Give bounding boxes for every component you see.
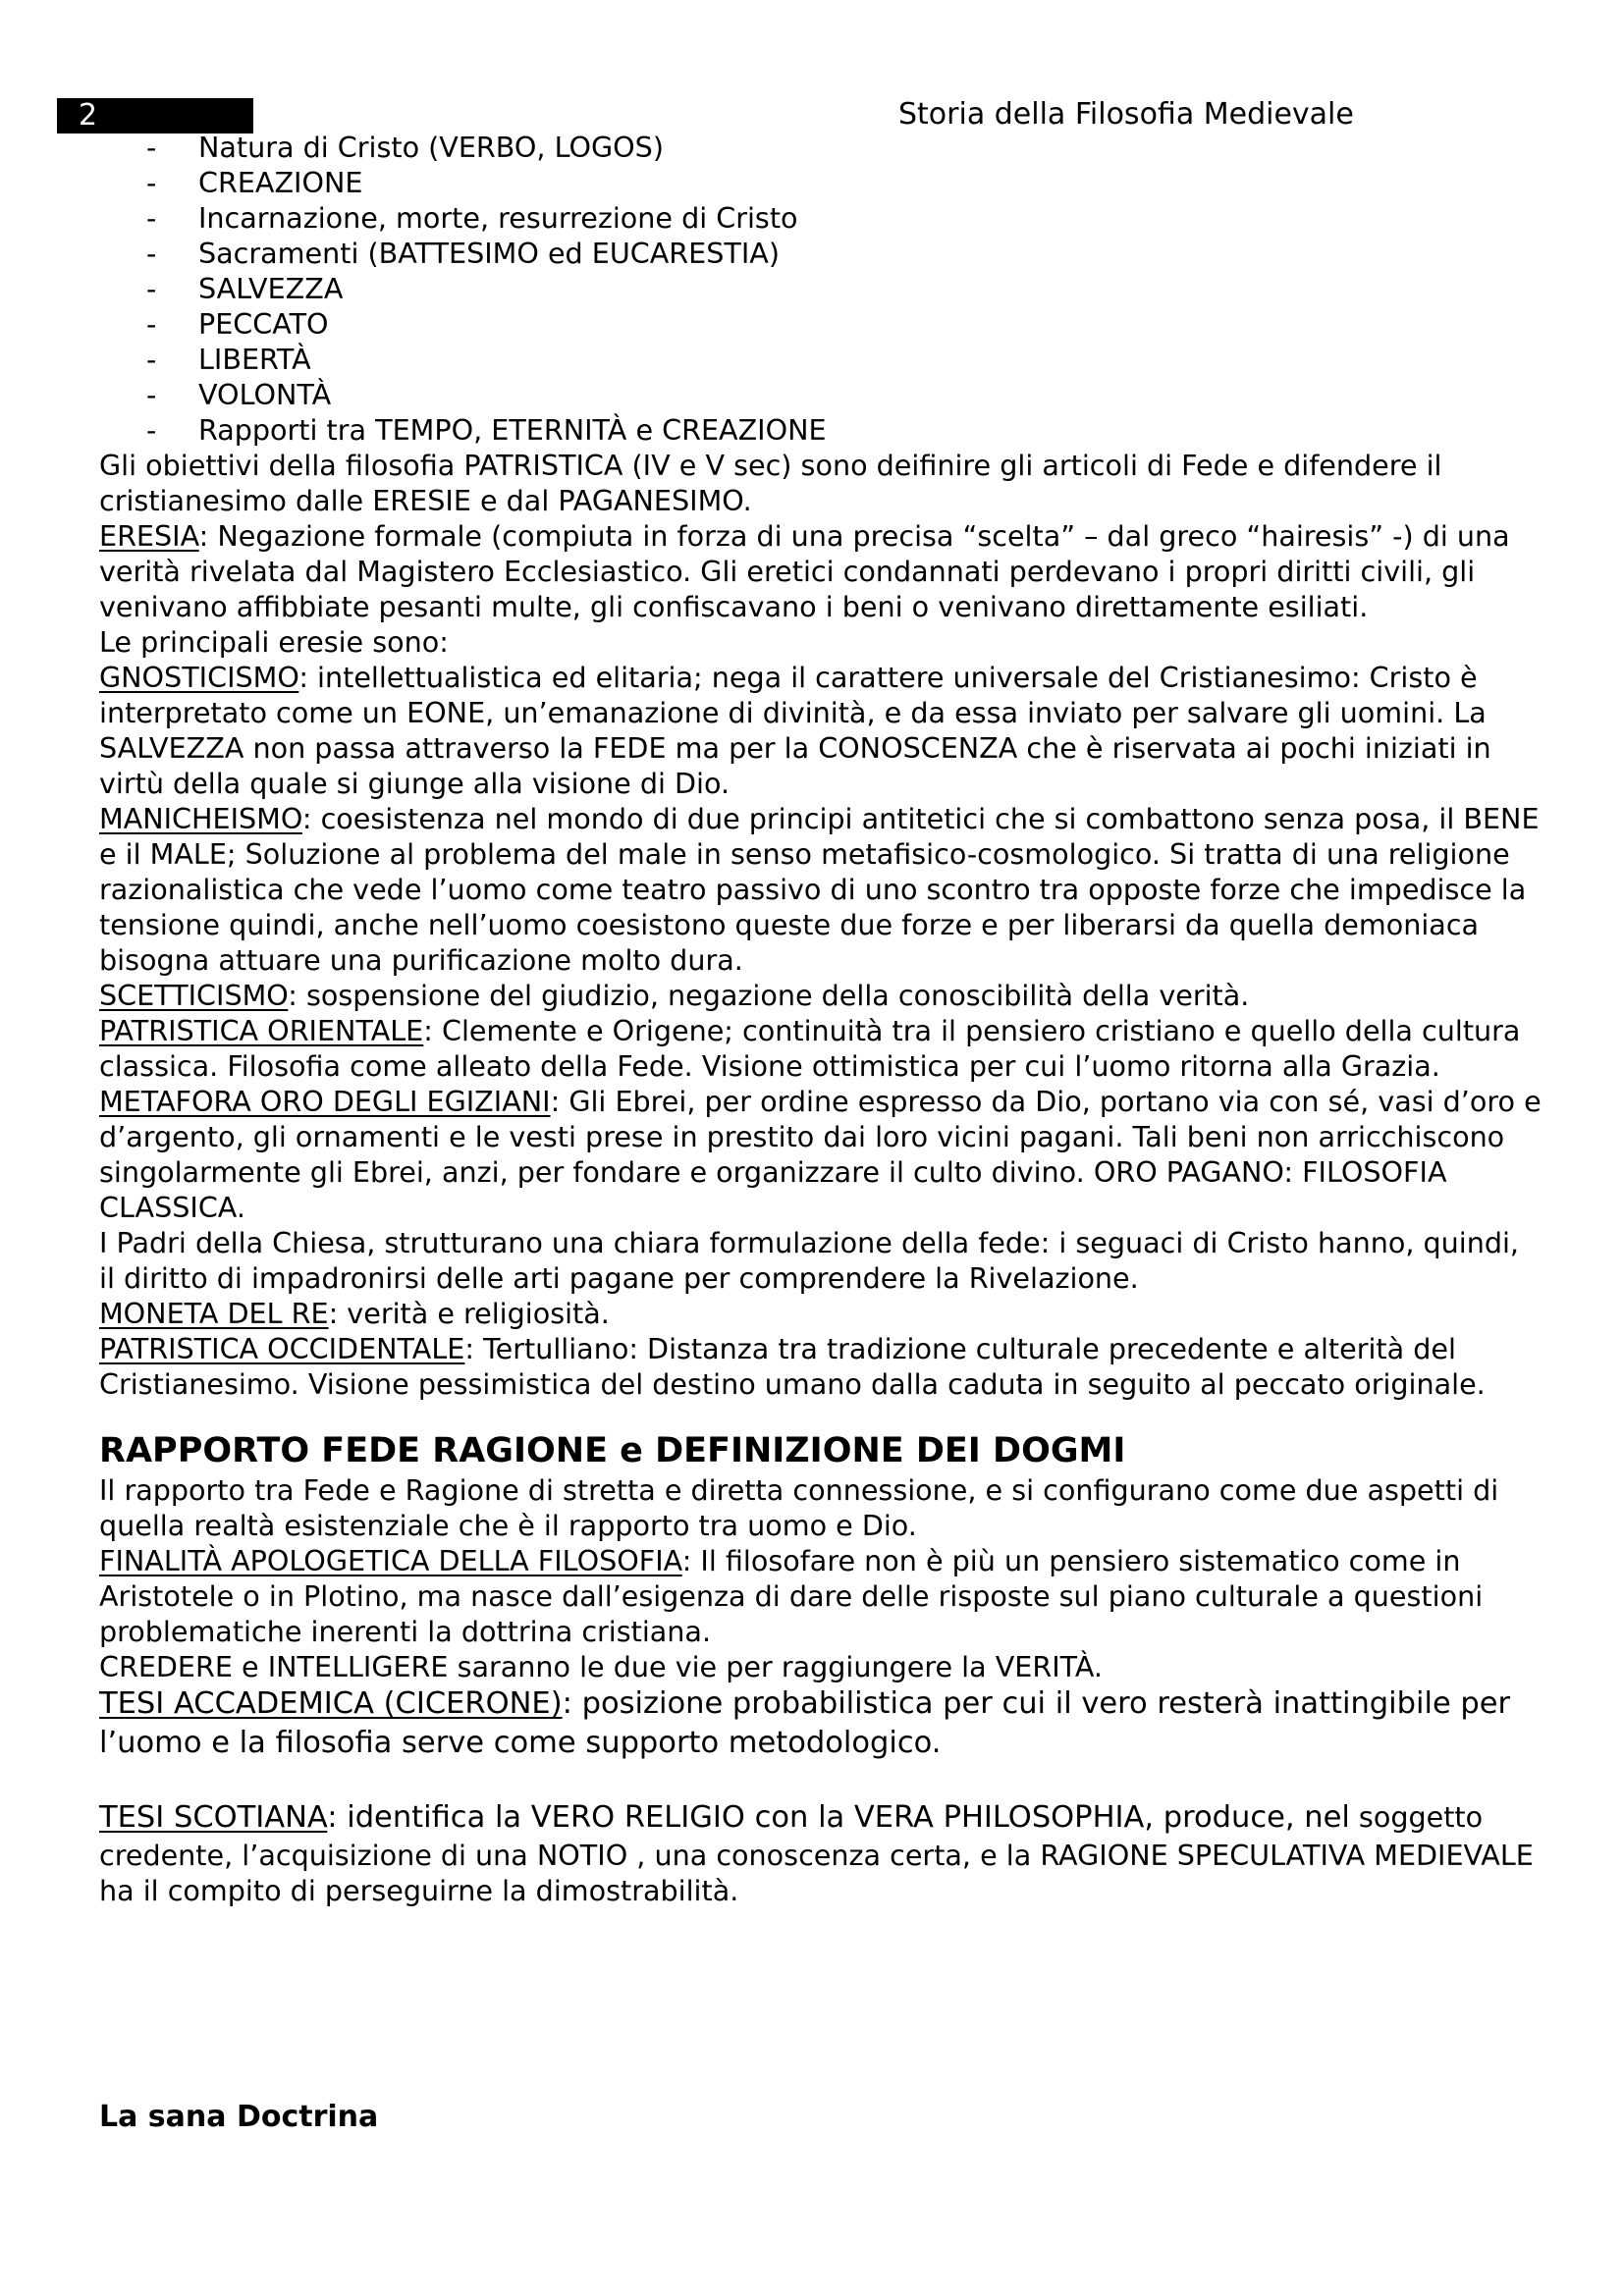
eresia-paragraph: ERESIA: Negazione formale (compiuta in forza di una precisa “scelta” – dal greco “hairesis” -) di una verità rivelata dal Magistero Ecclesiastico. Gli eretici condannati perdevano i propri diritti civili, gli venivano affibbiate pesanti multe, gli confiscavano i beni o venivano direttamente esiliati.: [99, 519, 1510, 623]
list-item: - Natura di Cristo (VERBO, LOGOS): [146, 131, 664, 164]
eresia-term: ERESIA: [99, 519, 199, 553]
tesi-accademica-paragraph: TESI ACCADEMICA (CICERONE): posizione probabilistica per cui il vero resterà inattingibile per l’uomo e la filosofia serve come supporto metodologico.: [99, 1686, 1511, 1760]
patristica-orientale-paragraph: PATRISTICA ORIENTALE: Clemente e Origene; continuità tra il pensiero cristiano e quello della cultura classica. Filosofia come alleato della Fede. Visione ottimistica per cui l’uomo ritorna alla Grazia.: [99, 1014, 1521, 1083]
patristica-occidentale-term: PATRISTICA OCCIDENTALE: [99, 1332, 465, 1365]
gnosticismo-term: GNOSTICISMO: [99, 661, 299, 694]
finalita-term: FINALITÀ APOLOGETICA DELLA FILOSOFIA: [99, 1544, 682, 1577]
topic-bullet-list: [99, 130, 1542, 448]
scetticismo-paragraph: SCETTICISMO: sospensione del giudizio, negazione della conoscibilità della verità.: [99, 979, 1250, 1012]
list-item: - PECCATO: [146, 307, 329, 341]
manicheismo-paragraph: MANICHEISMO: coesistenza nel mondo di due principi antitetici che si combattono senza posa, il BENE e il MALE; Soluzione al problema del male in senso metafisico-cosmologico. Si tratta di una religione razionalistica che vede l’uomo come teatro passivo di uno scontro tra opposte forze che impedisce la tensione quindi, anche nell’uomo coesistono queste due forze e per liberarsi da quella demoniaca bisogna attuare una purificazione molto dura.: [99, 802, 1540, 977]
spacer: [99, 1763, 1542, 1798]
tesi-scotiana-paragraph: TESI SCOTIANA: identifica la VERO RELIGIO con la VERA PHILOSOPHIA, produce, nel soggetto credente, l’acquisizione di una NOTIO , una conoscenza certa, e la RAGIONE SPECULATIVA MEDIEVALE ha il compito di perseguirne la dimostrabilità.: [99, 1800, 1534, 1907]
list-item: - Incarnazione, morte, resurrezione di Cristo: [146, 201, 798, 235]
tesi-scotiana-term: TESI SCOTIANA: [99, 1800, 328, 1835]
objectives-paragraph: Gli obiettivi della filosofia PATRISTICA (IV e V sec) sono deifinire gli articoli di Fede e difendere il cristianesimo dalle ERESIE e dal PAGANESIMO.: [99, 449, 1442, 517]
list-item: - Sacramenti (BATTESIMO ed EUCARESTIA): [146, 237, 780, 270]
list-item: - Rapporti tra TEMPO, ETERNITÀ e CREAZIONE: [146, 413, 827, 447]
padri-paragraph: I Padri della Chiesa, strutturano una chiara formulazione della fede: i seguaci di Cristo hanno, quindi, il diritto di impadronirsi delle arti pagane per comprendere la Rivelazione.: [99, 1226, 1520, 1295]
moneta-term: MONETA DEL RE: [99, 1297, 329, 1330]
list-item: - VOLONTÀ: [146, 378, 332, 411]
list-item: - CREAZIONE: [146, 166, 363, 199]
patristica-orientale-term: PATRISTICA ORIENTALE: [99, 1014, 424, 1047]
page-number-badge: [57, 98, 253, 133]
finalita-paragraph: FINALITÀ APOLOGETICA DELLA FILOSOFIA: Il filosofare non è più un pensiero sistematico come in Aristotele o in Plotino, ma nasce dall’esigenza di dare delle risposte sul piano culturale a questioni problematiche inerenti la dottrina cristiana.: [99, 1544, 1484, 1648]
scetticismo-term: SCETTICISMO: [99, 979, 289, 1012]
list-item: - SALVEZZA: [146, 272, 344, 305]
subheading: La sana Doctrina: [99, 2100, 379, 2134]
section-heading: RAPPORTO FEDE RAGIONE e DEFINIZIONE DEI DOGMI: [99, 1431, 1126, 1470]
metafora-paragraph: METAFORA ORO DEGLI EGIZIANI: Gli Ebrei, per ordine espresso da Dio, portano via con sé, vasi d’oro e d’argento, gli ornamenti e le vesti prese in prestito dai loro vicini pagani. Tali beni non arricchiscono singolarmente gli Ebrei, anzi, per fondare e organizzare il culto divino. ORO PAGANO: FILOSOFIA CLASSICA.: [99, 1085, 1542, 1224]
patristica-occidentale-paragraph: PATRISTICA OCCIDENTALE: Tertulliano: Distanza tra tradizione culturale precedente e alterità del Cristianesimo. Visione pessimistica del destino umano dalla caduta in seguito al peccato originale.: [99, 1332, 1486, 1401]
page-number: 2: [79, 98, 98, 133]
credere-paragraph: CREDERE e INTELLIGERE saranno le due vie per raggiungere la VERITÀ.: [99, 1650, 1104, 1683]
list-item: - LIBERTÀ: [146, 343, 311, 376]
page-content: [99, 130, 1542, 1908]
gnosticismo-paragraph: GNOSTICISMO: intellettualistica ed elitaria; nega il carattere universale del Cristianesimo: Cristo è interpretato come un EONE, un’emanazione di divinità, e da essa inviato per salvare gli uomini. La SALVEZZA non passa attraverso la FEDE ma per la CONOSCENZA che è riservata ai pochi iniziati in virtù della quale si giunge alla visione di Dio.: [99, 661, 1491, 800]
manicheismo-term: MANICHEISMO: [99, 802, 302, 835]
principali-paragraph: Le principali eresie sono:: [99, 625, 449, 659]
intro-paragraph: Il rapporto tra Fede e Ragione di stretta e diretta connessione, e si configurano come due aspetti di quella realtà esistenziale che è il rapporto tra uomo e Dio.: [99, 1473, 1499, 1542]
metafora-term: METAFORA ORO DEGLI EGIZIANI: [99, 1085, 551, 1118]
running-header-title: Storia della Filosofia Medievale: [898, 97, 1354, 132]
moneta-paragraph: MONETA DEL RE: verità e religiosità.: [99, 1297, 610, 1330]
tesi-accademica-term: TESI ACCADEMICA (CICERONE): [99, 1686, 563, 1721]
